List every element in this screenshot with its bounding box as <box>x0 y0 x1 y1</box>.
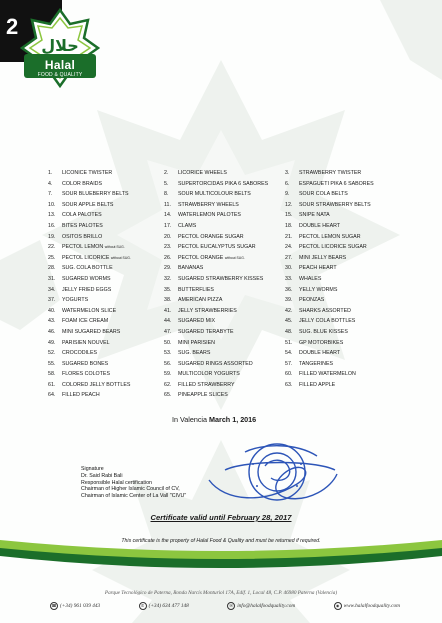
product-name: SOUR MULTICOLOUR BELTS <box>178 191 251 198</box>
product-item <box>285 274 403 285</box>
signature-label: Signature <box>81 466 104 472</box>
product-item <box>48 179 164 190</box>
product-item <box>48 232 164 243</box>
product-number: 31. <box>48 275 56 282</box>
product-number: 15. <box>285 212 293 219</box>
product-name: DOUBLE HEART <box>299 222 341 229</box>
product-item <box>285 168 403 179</box>
product-name: PECTOL LEMON SUGAR <box>299 233 361 240</box>
product-number: 45. <box>285 318 293 325</box>
product-name: JELLY STRAWBERRIES <box>178 307 237 314</box>
product-number: 23. <box>164 244 172 251</box>
product-name: LICONICE TWISTER <box>62 170 113 176</box>
footer-contacts <box>50 601 400 611</box>
product-note: without SUG. <box>224 255 245 260</box>
product-item <box>48 327 164 338</box>
product-item <box>164 221 285 232</box>
product-name: PECTOL LICORICE SUGAR <box>299 244 367 251</box>
product-number: 29. <box>164 265 172 272</box>
product-number: 34. <box>48 286 56 293</box>
product-number: 21. <box>285 233 293 240</box>
product-name: ESPAGUETI PIKA 6 SABORES <box>299 180 374 187</box>
product-item <box>164 285 285 296</box>
email-icon: ✉ <box>227 602 235 610</box>
phone-icon: ☎ <box>51 603 57 608</box>
product-name: OSITOS BRILLO <box>62 233 103 240</box>
product-item <box>48 380 164 391</box>
product-item <box>164 306 285 317</box>
contact-text: info@halalfoodquality.com <box>237 603 296 609</box>
footer-wave <box>0 540 442 570</box>
product-item <box>164 242 285 253</box>
product-number: 2. <box>164 170 169 176</box>
product-name: PEONZAS <box>299 297 325 304</box>
product-item <box>164 263 285 274</box>
logo-tagline: FOOD & QUALITY <box>37 72 83 78</box>
product-number: 60. <box>285 371 293 378</box>
product-list <box>48 168 403 401</box>
product-name: SUG. COLA BOTTLE <box>62 265 113 272</box>
product-number: 40. <box>48 307 56 314</box>
product-item <box>164 295 285 306</box>
product-item <box>285 295 403 306</box>
product-item <box>48 210 164 221</box>
product-number: 58. <box>48 371 56 378</box>
product-number: 12. <box>285 201 293 208</box>
product-item <box>285 338 403 349</box>
product-number: 18. <box>285 222 293 229</box>
place-prefix: In Valencia <box>172 415 208 424</box>
product-item <box>164 253 285 264</box>
product-number: 47. <box>164 328 172 335</box>
product-name: SUG. BEARS <box>178 350 211 357</box>
product-item <box>285 242 403 253</box>
product-item <box>285 306 403 317</box>
product-number: 46. <box>48 328 56 335</box>
product-number: 22. <box>48 244 56 251</box>
product-name: FILLED WATERMELON <box>299 371 356 378</box>
signature-block <box>81 466 186 500</box>
signatory-title-1: Chairman of Higher Islamic Council of CV, <box>81 486 180 493</box>
product-number: 64. <box>48 392 56 399</box>
product-item <box>48 200 164 211</box>
product-item <box>285 285 403 296</box>
product-name: SUGARED BONES <box>62 360 109 367</box>
product-name: FILLED APPLE <box>299 381 336 388</box>
product-number: 49. <box>48 339 56 346</box>
product-item <box>285 253 403 264</box>
product-name: PECTOL LICORICE <box>62 254 110 261</box>
product-name: FOAM ICE CREAM <box>62 318 109 325</box>
product-item <box>48 359 164 370</box>
product-name: GP MOTORBIKES <box>299 339 344 346</box>
product-item <box>285 210 403 221</box>
product-item <box>164 348 285 359</box>
product-item <box>48 221 164 232</box>
product-number: 44. <box>164 318 172 325</box>
official-stamp-icon <box>205 440 341 506</box>
product-name: JELLY COLA BOTTLES <box>299 318 356 325</box>
product-name: MINI JELLY BEARS <box>299 254 347 261</box>
product-name: SUGARED WORMS <box>62 275 111 282</box>
product-item <box>48 390 164 401</box>
product-number: 10. <box>48 201 56 208</box>
product-number: 43. <box>48 318 56 325</box>
product-number: 41. <box>164 307 172 314</box>
product-name: PECTOL EUCALYPTUS SUGAR <box>178 244 256 251</box>
product-number: 61. <box>48 381 56 388</box>
product-item <box>164 390 285 401</box>
product-number: 63. <box>285 381 293 388</box>
product-name: YELLY WORMS <box>299 286 338 293</box>
signatory-role: Responsible Halal certification <box>81 479 152 486</box>
product-item <box>164 369 285 380</box>
product-number: 32. <box>164 275 172 282</box>
halal-logo <box>20 8 100 88</box>
product-item <box>48 168 164 179</box>
product-item <box>48 316 164 327</box>
contact-whatsapp <box>139 602 189 610</box>
product-name: BITES PALOTES <box>62 222 103 229</box>
product-item <box>285 232 403 243</box>
product-number: 38. <box>164 297 172 304</box>
product-item <box>285 179 403 190</box>
product-item <box>164 189 285 200</box>
product-name: SOUR APPLE BELTS <box>62 201 114 208</box>
product-item <box>48 338 164 349</box>
product-item <box>285 380 403 391</box>
product-name: SOUR BLUEBERRY BELTS <box>62 191 129 198</box>
product-number: 25. <box>48 254 56 261</box>
product-name: SNIPE NATA <box>299 212 330 219</box>
product-number: 59. <box>164 371 172 378</box>
contact-text: www.halalfoodquality.com <box>343 603 400 609</box>
product-name: PECTOL ORANGE SUGAR <box>178 233 244 240</box>
product-number: 56. <box>164 360 172 367</box>
product-name: CROCODILES <box>62 350 98 357</box>
product-number: 35. <box>164 286 172 293</box>
product-name: FILLED PEACH <box>62 392 100 399</box>
product-number: 7. <box>48 191 53 198</box>
product-name: FLORES COLOTES <box>62 371 110 378</box>
product-name: DOUBLE HEART <box>299 350 341 357</box>
product-name: SUGARED TERABYTE <box>178 328 234 335</box>
product-number: 13. <box>48 212 56 219</box>
product-name: SUPERTORCIDAS PIKA 6 SABORES <box>178 180 269 187</box>
product-name: AMERICAN PIZZA <box>178 297 223 304</box>
place-date <box>172 415 256 424</box>
product-item <box>48 306 164 317</box>
product-item <box>48 242 164 253</box>
product-item <box>48 295 164 306</box>
product-name: SUGARED RINGS ASSORTED <box>178 360 253 367</box>
product-name: YOGURTS <box>62 297 89 304</box>
contact-web <box>334 602 400 610</box>
product-item <box>285 327 403 338</box>
product-name: TANGERINES <box>299 360 334 367</box>
product-item <box>285 359 403 370</box>
product-name: PEACH HEART <box>299 265 337 272</box>
product-number: 39. <box>285 297 293 304</box>
page-number: 2 <box>6 14 19 39</box>
product-name: JELLY FRIED EGGS <box>62 286 112 293</box>
product-item <box>285 200 403 211</box>
product-item <box>164 338 285 349</box>
product-name: CLAMS <box>178 222 197 229</box>
product-name: SHARKS ASSORTED <box>299 307 352 314</box>
product-item <box>48 263 164 274</box>
product-number: 17. <box>164 222 172 229</box>
product-item <box>285 221 403 232</box>
product-item <box>48 348 164 359</box>
product-number: 26. <box>164 254 172 261</box>
product-number: 20. <box>164 233 172 240</box>
product-name: SUGARED STRAWBERRY KISSES <box>178 275 264 282</box>
signatory-title-2: Chairman of Islamic Center of La Vall "CIVU" <box>81 493 187 500</box>
product-item <box>164 168 285 179</box>
product-name: WATERMELON SLICE <box>62 307 117 314</box>
product-item <box>285 316 403 327</box>
product-number: 28. <box>48 265 56 272</box>
web-icon: ◉ <box>334 602 342 610</box>
product-item <box>164 200 285 211</box>
product-name: COLOR BRAIDS <box>62 180 103 187</box>
product-item <box>164 327 285 338</box>
product-name: LICORICE WHEELS <box>178 170 227 176</box>
product-number: 51. <box>285 339 293 346</box>
product-number: 37. <box>48 297 56 304</box>
product-item <box>285 189 403 200</box>
product-name: MINI SUGARED BEARS <box>62 328 121 335</box>
product-item <box>285 369 403 380</box>
product-number: 57. <box>285 360 293 367</box>
product-note: without SUG. <box>110 255 131 260</box>
product-item <box>164 179 285 190</box>
product-number: 24. <box>285 244 293 251</box>
product-number: 55. <box>48 360 56 367</box>
product-number: 54. <box>285 350 293 357</box>
product-item <box>164 316 285 327</box>
product-item <box>164 274 285 285</box>
product-number: 27. <box>285 254 293 261</box>
issue-date: March 1, 2016 <box>209 415 257 424</box>
product-number: 33. <box>285 275 293 282</box>
product-number: 11. <box>164 201 171 208</box>
product-name: BUTTERFLIES <box>178 286 214 293</box>
product-number: 9. <box>285 191 290 198</box>
logo-name: Halal <box>44 58 76 72</box>
product-number: 65. <box>164 392 172 399</box>
product-number: 53. <box>164 350 172 357</box>
product-item <box>48 274 164 285</box>
product-number: 4. <box>48 180 53 187</box>
contact-phone <box>50 602 100 610</box>
property-notice: This certificate is the property of Halal Food & Quality and must be returned if required. <box>121 538 321 544</box>
product-name: BANANAS <box>178 265 204 272</box>
product-name: SOUR STRAWBERRY BELTS <box>299 201 371 208</box>
product-number: 3. <box>285 170 290 176</box>
product-name: PINEAPPLE SLICES <box>178 392 228 399</box>
product-note: without SUG. <box>104 245 125 250</box>
product-item <box>164 380 285 391</box>
product-number: 48. <box>285 328 293 335</box>
product-name: SOUR COLA BELTS <box>299 191 348 198</box>
contact-text: (+34) 634 477 148 <box>148 603 189 609</box>
product-number: 52. <box>48 350 56 357</box>
product-name: STRAWBERRY WHEELS <box>178 201 239 208</box>
product-number: 36. <box>285 286 293 293</box>
product-name: MINI PARISIEN <box>178 339 215 346</box>
signatory-name: Dr. Said Rabi Bali <box>81 472 123 479</box>
product-name: MULTICOLOR YOGURTS <box>178 371 240 378</box>
product-number: 62. <box>164 381 172 388</box>
contact-email <box>227 602 295 610</box>
product-item <box>164 359 285 370</box>
product-item <box>164 210 285 221</box>
footer-address: Parque Tecnológico de Paterna, Ronda Narcís Monturiol 17A, Edif. 1, Local 48, C.P. 46980 Paterna (Valencia) <box>104 590 338 596</box>
product-item <box>48 253 164 264</box>
product-item <box>48 285 164 296</box>
product-item <box>48 369 164 380</box>
product-name: PECTOL ORANGE <box>178 254 224 261</box>
product-number: 16. <box>48 222 56 229</box>
product-name: COLORED JELLY BOTTLES <box>62 381 131 388</box>
product-number: 50. <box>164 339 172 346</box>
validity-statement: Certificate valid until February 28, 2017 <box>150 513 292 522</box>
product-number: 30. <box>285 265 293 272</box>
whatsapp-icon: ✆ <box>139 602 147 610</box>
product-name: WATERLEMON PALOTES <box>178 212 241 219</box>
product-number: 14. <box>164 212 172 219</box>
product-number: 8. <box>164 191 169 198</box>
contact-text: (+34) 961 039 443 <box>60 603 101 609</box>
product-number: 5. <box>164 180 169 187</box>
product-number: 1. <box>48 170 53 176</box>
product-name: FILLED STRAWBERRY <box>178 381 235 388</box>
product-name: COLA PALOTES <box>62 212 102 219</box>
product-number: 6. <box>285 180 290 187</box>
product-item <box>285 348 403 359</box>
product-name: SUGARED MIX <box>178 318 216 325</box>
product-number: 19. <box>48 233 56 240</box>
product-item <box>285 263 403 274</box>
product-number: 42. <box>285 307 293 314</box>
product-name: WHALES <box>299 275 322 282</box>
product-name: STRAWBERRY TWISTER <box>299 170 362 176</box>
product-name: SUG. BLUE KISSES <box>299 328 348 335</box>
product-item <box>48 189 164 200</box>
logo-arabic-text: حلال <box>41 36 79 55</box>
product-name: PARISIEN NOUVEL <box>62 339 110 346</box>
product-item <box>164 232 285 243</box>
product-name: PECTOL LEMON <box>62 244 104 251</box>
